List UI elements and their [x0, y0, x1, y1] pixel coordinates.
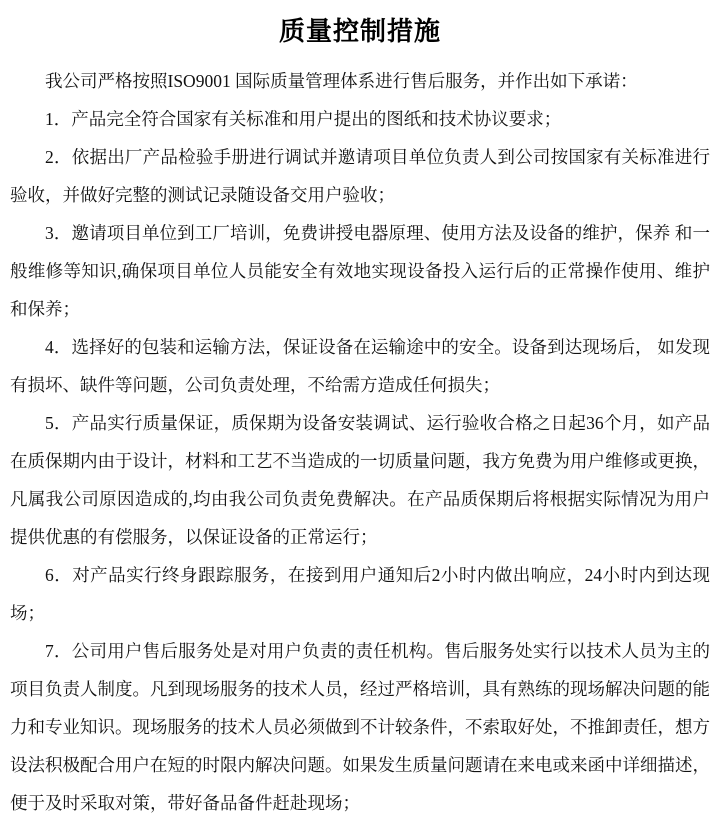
- document-title: 质量控制措施: [278, 17, 441, 46]
- paragraph-item-5: 5．产品实行质量保证，质保期为设备安装调试、运行验收合格之日起36个月，如产品在质保期内由于设计，材料和工艺不当造成的一切质量问题，我方免费为用户维修或更换，凡属我公司原因造成的,均由我公司负责免费解决。在产品质保期后将根据实际情况为用户提供优惠的有偿服务，以保证设备的正常运行；: [10, 413, 710, 547]
- paragraph-item-4: 4．选择好的包装和运输方法，保证设备在运输途中的安全。设备到达现场后， 如发现有损坏、缺件等问题，公司负责处理，不给需方造成任何损失；: [10, 337, 710, 395]
- document-body: [10, 62, 710, 822]
- paragraph-item-1: 1．产品完全符合国家有关标准和用户提出的图纸和技术协议要求；: [45, 109, 562, 129]
- paragraph-item-6: 6．对产品实行终身跟踪服务，在接到用户通知后2小时内做出响应，24小时内到达现场；: [10, 565, 710, 623]
- paragraph-intro: 我公司严格按照ISO9001 国际质量管理体系进行售后服务，并作出如下承诺：: [45, 71, 638, 91]
- paragraph-item-7: 7．公司用户售后服务处是对用户负责的责任机构。售后服务处实行以技术人员为主的项目负责人制度。凡到现场服务的技术人员，经过严格培训，具有熟练的现场解决问题的能力和专业知识。现场服务的技术人员必须做到不计较条件，不索取好处，不推卸责任，想方设法积极配合用户在短的时限内解决问题。如果发生质量问题请在来电或来函中详细描述，便于及时采取对策，带好备品备件赶赴现场；: [10, 641, 710, 813]
- paragraph-item-2: 2．依据出厂产品检验手册进行调试并邀请项目单位负责人到公司按国家有关标准进行验收，并做好完整的测试记录随设备交用户验收；: [10, 147, 710, 205]
- paragraph-item-3: 3．邀请项目单位到工厂培训，免费讲授电器原理、使用方法及设备的维护，保养 和一般维修等知识,确保项目单位人员能安全有效地实现设备投入运行后的正常操作使用、维护和保养；: [10, 223, 710, 319]
